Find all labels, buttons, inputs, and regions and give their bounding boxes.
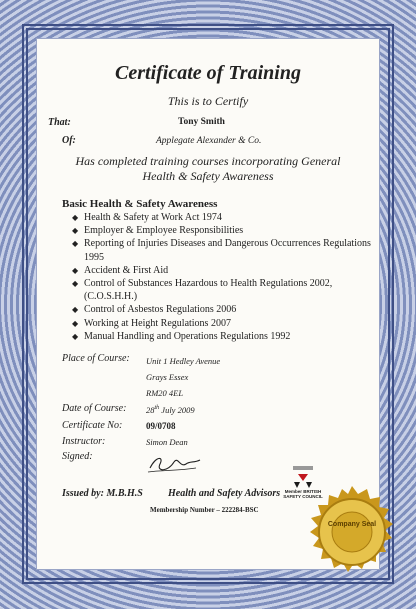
that-label: That: (48, 117, 71, 128)
course-topics-list (72, 211, 372, 343)
date-value: 28th July 2009 (146, 405, 195, 415)
issued-by: Issued by: M.B.H.S (62, 488, 143, 499)
seal-text: Company Seal (327, 521, 377, 528)
place-label: Place of Course: (62, 353, 130, 364)
list-item: ◆ Health & Safety at Work Act 1974 (72, 211, 372, 224)
instructor-name: Simon Dean (146, 437, 188, 447)
completion-text: Has completed training courses incorporating General Health & Safety Awareness (75, 154, 341, 183)
safety-council-label: Member BRITISH SAFETY COUNCIL (283, 489, 323, 499)
list-item: ◆ Manual Handling and Operations Regulations 1992 (72, 330, 372, 343)
signed-label: Signed: (62, 451, 93, 462)
company-name: Applegate Alexander & Co. (156, 136, 262, 146)
membership-number: Membership Number – 222284-BSC (150, 506, 259, 514)
place-line-1: Unit 1 Hedley Avenue (146, 356, 221, 366)
place-line-2: Grays Essex (146, 372, 189, 382)
list-item: ◆ Accident & First Aid (72, 264, 372, 277)
list-item: ◆ Employer & Employee Responsibilities (72, 224, 372, 237)
signature-mark (146, 448, 202, 476)
course-title: Basic Health & Safety Awareness (62, 198, 218, 210)
certificate-number: 09/0708 (146, 421, 176, 431)
certify-line: This is to Certify (167, 94, 249, 108)
list-item: ◆ Control of Substances Hazardous to Health Regulations 2002, (C.O.S.H.H.) (72, 277, 372, 303)
certificate-title: Certificate of Training (115, 62, 301, 84)
instructor-label: Instructor: (62, 436, 106, 447)
date-label: Date of Course: (62, 403, 127, 414)
advisors-name: Health and Safety Advisors (168, 488, 281, 499)
place-line-3: RM20 4EL (146, 388, 184, 398)
list-item: ◆ Control of Asbestos Regulations 2006 (72, 303, 372, 316)
of-label: Of: (62, 135, 76, 146)
list-item: ◆ Reporting of Injuries Diseases and Dangerous Occurrences Regulations 1995 (72, 237, 372, 263)
recipient-name: Tony Smith (178, 117, 225, 127)
list-item: ◆ Working at Height Regulations 2007 (72, 317, 372, 330)
certificate-number-label: Certificate No: (62, 420, 123, 431)
gold-seal-icon (304, 484, 400, 580)
